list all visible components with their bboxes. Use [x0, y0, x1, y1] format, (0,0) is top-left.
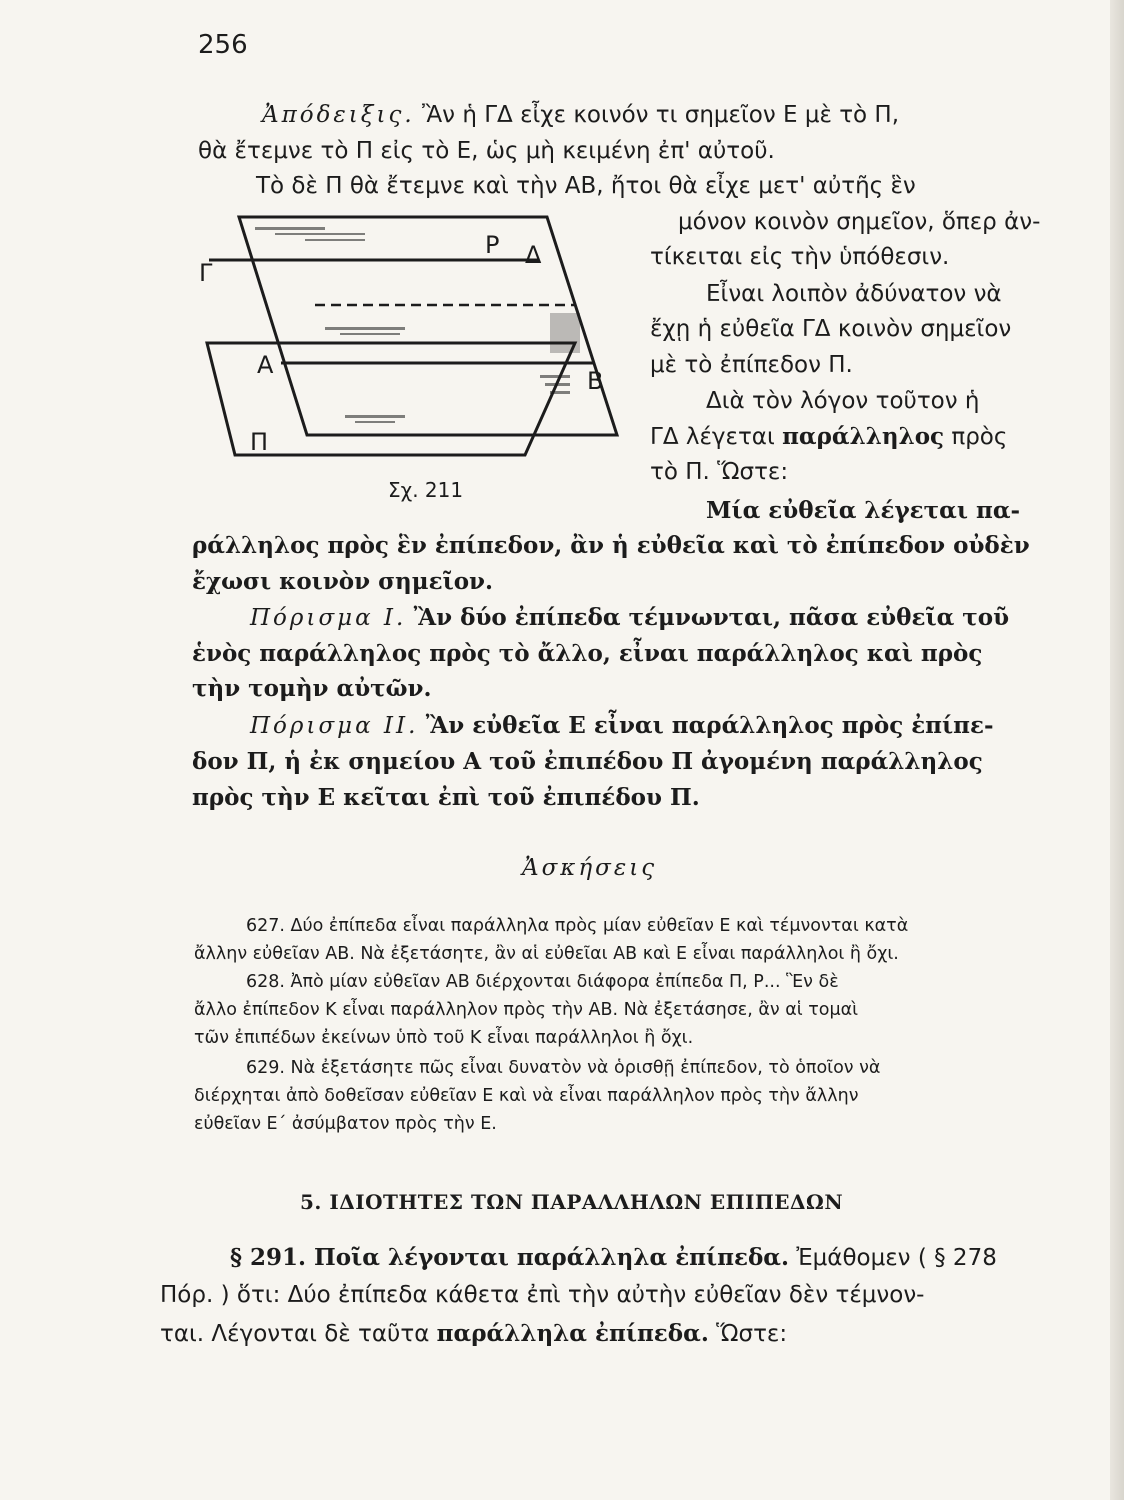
page-edge-shadow — [1110, 0, 1124, 1500]
exercise-629-line-2: διέρχηται ἀπὸ δοθεῖσαν εὐθεῖαν Ε καὶ νὰ εἶναι παράλληλον πρὸς τὴν ἄλλην — [194, 1086, 859, 1106]
corollary-1-line-1 — [250, 604, 1009, 631]
proof-line-9: Διὰ τὸν λόγον τοῦτον ἡ — [706, 388, 980, 414]
exercise-627-line-2: ἄλλην εὐθεῖαν ΑΒ. Νὰ ἐξετάσητε, ἂν αἱ εὐθεῖαι ΑΒ καὶ Ε εἶναι παράλληλοι ἢ ὄχι. — [194, 944, 899, 964]
label-b: Β — [587, 367, 604, 395]
term-parallel-planes: παράλληλα ἐπίπεδα. — [436, 1320, 709, 1347]
section-291-label: § 291. Ποῖα λέγονται παράλληλα ἐπίπεδα. — [230, 1244, 790, 1271]
section-291-line-3-a: ται. Λέγονται δὲ ταῦτα — [160, 1321, 437, 1347]
corollary-2-line-1 — [250, 712, 994, 739]
definition-line-1: Μία εὐθεῖα λέγεται πα- — [706, 497, 1021, 524]
definition-line-3: ἔχωσι κοινὸν σημεῖον. — [192, 568, 494, 595]
label-d: Δ — [525, 241, 542, 269]
label-a: Α — [257, 351, 274, 379]
exercise-629-line-1: 629. Νὰ ἐξετάσητε πῶς εἶναι δυνατὸν νὰ ὁρισθῇ ἐπίπεδον, τὸ ὁποῖον νὰ — [246, 1058, 881, 1078]
exercises-title: Ἀσκήσεις — [522, 855, 658, 881]
proof-line-6: Εἶναι λοιπὸν ἀδύνατον νὰ — [706, 281, 1002, 307]
proof-line-2: θὰ ἔτεμνε τὸ Π εἰς τὸ Ε, ὡς μὴ κειμένη ἐπ' αὐτοῦ. — [198, 138, 775, 164]
proof-line-4: μόνον κοινὸν σημεῖον, ὅπερ ἀν- — [678, 209, 1041, 235]
proof-line-10-a: ΓΔ λέγεται — [650, 424, 783, 450]
proof-line-5: τίκειται εἰς τὴν ὑπόθεσιν. — [650, 244, 950, 270]
figure-211 — [195, 205, 635, 495]
exercise-628-line-3: τῶν ἐπιπέδων ἐκείνων ὑπὸ τοῦ Κ εἶναι παράλληλοι ἢ ὄχι. — [194, 1028, 694, 1048]
exercise-628-line-2: ἄλλο ἐπίπεδον Κ εἶναι παράλληλον πρὸς τὴν ΑΒ. Νὰ ἐξετάσησε, ἂν αἱ τομαὶ — [194, 1000, 859, 1020]
label-r: Ρ — [485, 231, 500, 259]
section-291-line-3-c: Ὥστε: — [708, 1321, 788, 1347]
proof-line-10 — [650, 423, 1007, 450]
corollary-2-label: Πόρισμα ΙΙ. — [250, 713, 419, 739]
proof-line-11: τὸ Π. Ὥστε: — [650, 459, 789, 485]
label-g: Γ — [199, 259, 213, 287]
figure-caption: Σχ. 211 — [388, 478, 464, 502]
corollary-2-line-3: πρὸς τὴν Ε κεῖται ἐπὶ τοῦ ἐπιπέδου Π. — [192, 784, 700, 811]
proof-line-1-text: Ἂν ἡ ΓΔ εἶχε κοινόν τι σημεῖον Ε μὲ τὸ Π, — [421, 102, 900, 128]
proof-line-10-c: πρὸς — [944, 424, 1008, 450]
section-heading: 5. ΙΔΙΟΤΗΤΕΣ ΤΩΝ ΠΑΡΑΛΛΗΛΩΝ ΕΠΙΠΕΔΩΝ — [300, 1190, 844, 1214]
definition-line-2: ράλληλος πρὸς ἓν ἐπίπεδον, ἂν ἡ εὐθεῖα καὶ τὸ ἐπίπεδον οὐδὲν — [192, 532, 1030, 559]
exercise-628-line-1: 628. Ἀπὸ μίαν εὐθεῖαν ΑΒ διέρχονται διάφορα ἐπίπεδα Π, Ρ... Ἓν δὲ — [246, 972, 839, 992]
corollary-1-line-3: τὴν τομὴν αὐτῶν. — [192, 675, 432, 702]
corollary-1-line-1-text: Ἂν δύο ἐπίπεδα τέμνωνται, πᾶσα εὐθεῖα τοῦ — [413, 604, 1010, 631]
corollary-2-line-1-text: Ἂν εὐθεῖα Ε εἶναι παράλληλος πρὸς ἐπίπε- — [425, 712, 994, 739]
proof-line-8: μὲ τὸ ἐπίπεδον Π. — [650, 352, 853, 378]
exercise-627-line-1: 627. Δύο ἐπίπεδα εἶναι παράλληλα πρὸς μίαν εὐθεῖαν Ε καὶ τέμνονται κατὰ — [246, 916, 909, 936]
corollary-1-label: Πόρισμα Ι. — [250, 605, 407, 631]
corollary-2-line-2: δον Π, ἡ ἐκ σημείου Α τοῦ ἐπιπέδου Π ἀγομένη παράλληλος — [192, 748, 983, 775]
section-291-line-1 — [230, 1244, 997, 1271]
proof-line-1 — [262, 102, 899, 128]
proof-line-3: Τὸ δὲ Π θὰ ἔτεμνε καὶ τὴν ΑΒ, ἤτοι θὰ εἶχε μετ' αὐτῆς ἓν — [256, 173, 916, 199]
section-291-line-3 — [160, 1320, 787, 1347]
page-number: 256 — [198, 30, 248, 60]
section-291-line-1-text: Ἐμάθομεν ( § 278 — [789, 1245, 997, 1271]
proof-label: Ἀπόδειξις. — [262, 102, 415, 128]
section-291-line-2: Πόρ. ) ὅτι: Δύο ἐπίπεδα κάθετα ἐπὶ τὴν αὐτὴν εὐθεῖαν δὲν τέμνον- — [160, 1282, 925, 1308]
corollary-1-line-2: ἑνὸς παράλληλος πρὸς τὸ ἄλλο, εἶναι παράλληλος καὶ πρὸς — [192, 640, 983, 667]
term-parallel: παράλληλος — [782, 423, 945, 450]
label-p: Π — [250, 428, 269, 456]
proof-line-7: ἔχῃ ἡ εὐθεῖα ΓΔ κοινὸν σημεῖον — [650, 316, 1012, 342]
exercise-629-line-3: εὐθεῖαν Ε΄ ἀσύμβατον πρὸς τὴν Ε. — [194, 1114, 497, 1134]
